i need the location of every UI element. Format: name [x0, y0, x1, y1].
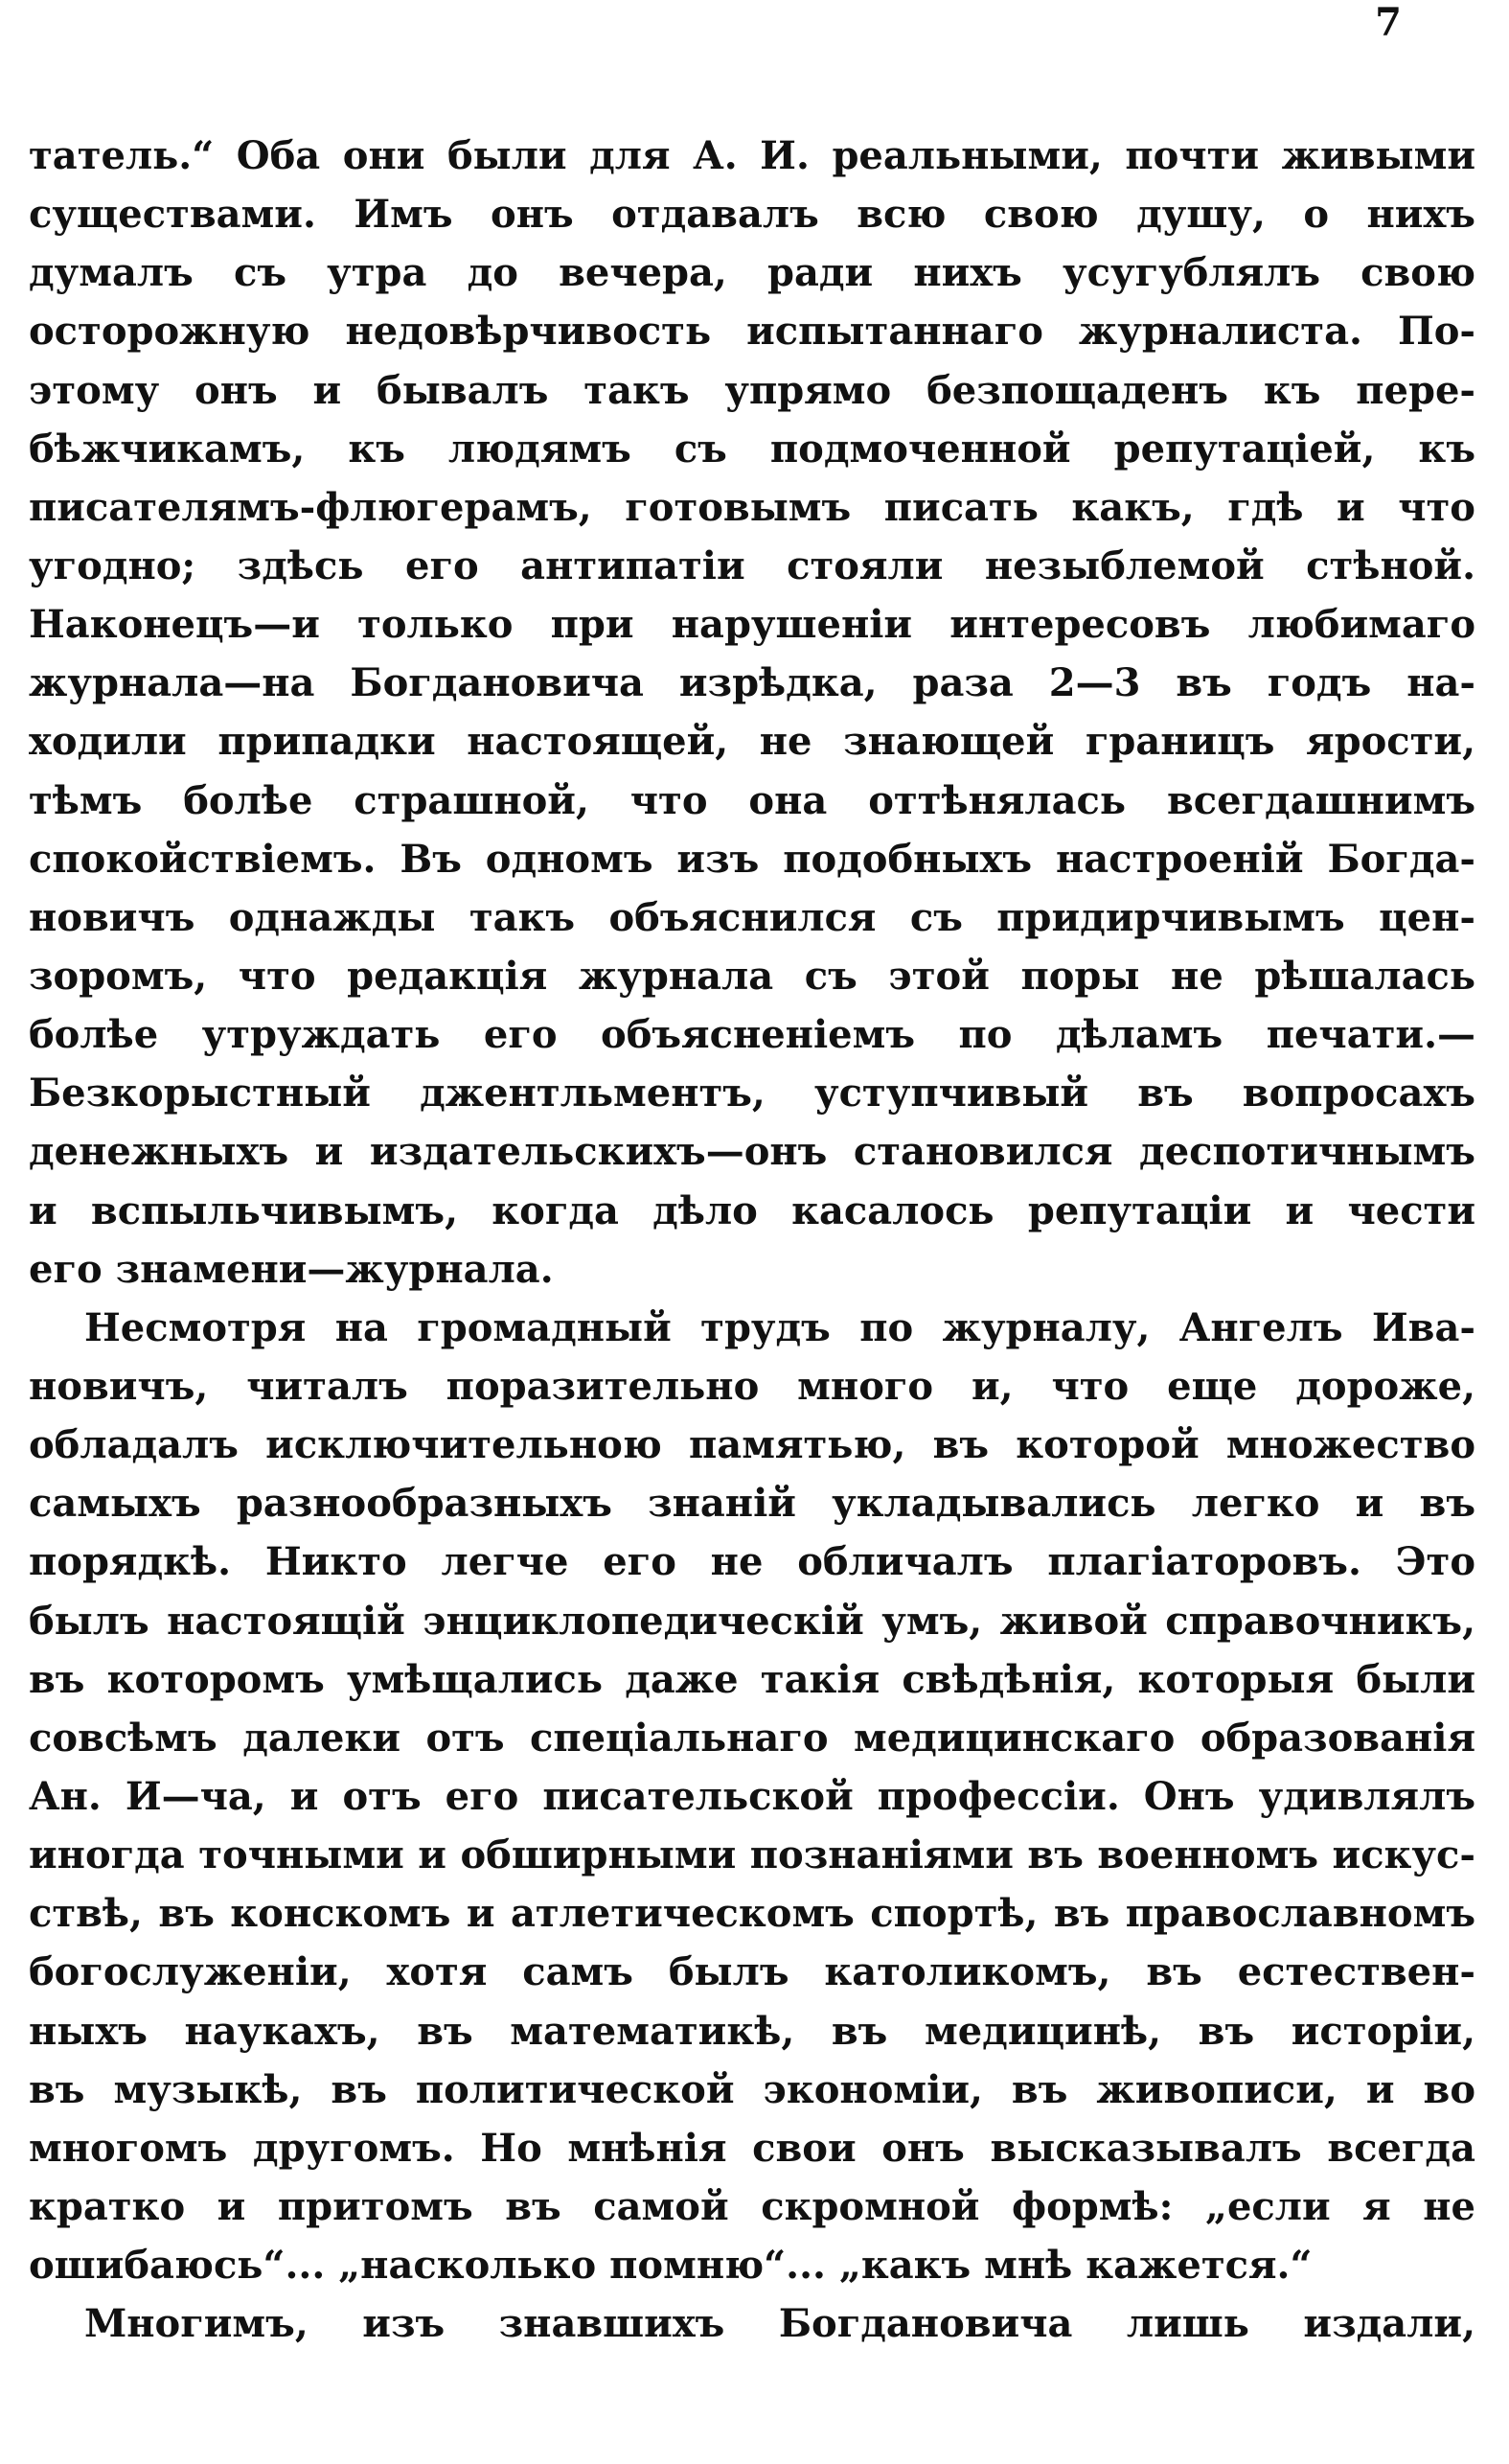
text-line: ныхъ наукахъ, въ математикѣ, въ медицинѣ, въ исторіи,	[29, 2008, 1475, 2054]
text-line: журнала—на Богдановича изрѣдка, раза 2—3 въ годъ на-	[29, 660, 1475, 706]
text-line: Ан. И—ча, и отъ его писательской профессіи. Онъ удивлялъ	[29, 1773, 1475, 1819]
text-line: кратко и притомъ въ самой скромной формѣ: „если я не	[29, 2183, 1475, 2229]
body-text	[29, 127, 1475, 2353]
text-line: иногда точными и обширными познаніями въ военномъ искус-	[29, 1832, 1475, 1878]
text-line: тѣмъ болѣе страшной, что она оттѣнялась всегдашнимъ	[29, 777, 1475, 823]
text-line: бѣжчикамъ, къ людямъ съ подмоченной репутаціей, къ	[29, 426, 1475, 472]
text-line: въ которомъ умѣщались даже такія свѣдѣнія, которыя были	[29, 1656, 1475, 1702]
text-line: и вспыльчивымъ, когда дѣло касалось репутаціи и чести	[29, 1187, 1475, 1233]
text-line: богослуженіи, хотя самъ былъ католикомъ, въ естествен-	[29, 1949, 1475, 1995]
text-line: самыхъ разнообразныхъ знаній укладывались легко и въ	[29, 1481, 1475, 1527]
text-line: ошибаюсь“... „насколько помню“... „какъ мнѣ кажется.“	[29, 2243, 1313, 2289]
text-line: Наконецъ—и только при нарушеніи интересовъ любимаго	[29, 602, 1475, 648]
text-line: ходили припадки настоящей, не знающей границъ ярости,	[29, 719, 1475, 765]
text-line: его знамени—журнала.	[29, 1246, 554, 1292]
text-line: новичъ, читалъ поразительно много и, что еще дороже,	[29, 1363, 1475, 1409]
text-line: новичъ однажды такъ объяснился съ придирчивымъ цен-	[29, 894, 1475, 940]
text-line: спокойствіемъ. Въ одномъ изъ подобныхъ настроеній Богда-	[29, 836, 1475, 882]
text-line: былъ настоящій энциклопедическій умъ, живой справочникъ,	[29, 1598, 1475, 1644]
text-line: этому онъ и бывалъ такъ упрямо безпощаденъ къ пере-	[29, 367, 1475, 413]
text-line: существами. Имъ онъ отдавалъ всю свою душу, о нихъ	[29, 192, 1475, 238]
text-line: порядкѣ. Никто легче его не обличалъ плагіаторовъ. Это	[29, 1539, 1475, 1585]
text-line: думалъ съ утра до вечера, ради нихъ усугублялъ свою	[29, 250, 1475, 296]
text-line: многомъ другомъ. Но мнѣнія свои онъ высказывалъ всегда	[29, 2125, 1475, 2171]
text-line: въ музыкѣ, въ политической экономіи, въ живописи, и во	[29, 2066, 1475, 2112]
text-line: денежныхъ и издательскихъ—онъ становился деспотичнымъ	[29, 1129, 1475, 1175]
text-line: обладалъ исключительною памятью, въ которой множество	[29, 1422, 1475, 1468]
text-line: татель.“ Оба они были для А. И. реальными, почти живыми	[29, 133, 1475, 178]
text-line: писателямъ-флюгерамъ, готовымъ писать какъ, гдѣ и что	[29, 484, 1475, 530]
text-line: осторожную недовѣрчивость испытаннаго журналиста. По-	[29, 309, 1475, 355]
text-line: болѣе утруждать его объясненіемъ по дѣламъ печати.—	[29, 1012, 1475, 1058]
text-line: совсѣмъ далеки отъ спеціальнаго медицинскаго образованія	[29, 1715, 1475, 1761]
text-line: Безкорыстный джентльментъ, уступчивый въ вопросахъ	[29, 1071, 1475, 1117]
text-line: Несмотря на громадный трудъ по журналу, Ангелъ Ива-	[84, 1304, 1475, 1350]
text-line: ствѣ, въ конскомъ и атлетическомъ спортѣ, въ православномъ	[29, 1891, 1475, 1937]
text-line: зоромъ, что редакція журнала съ этой поры не рѣшалась	[29, 953, 1475, 999]
page-number: 7	[1375, 0, 1402, 45]
text-line: Многимъ, изъ знавшихъ Богдановича лишь издали,	[84, 2301, 1475, 2347]
text-line: угодно; здѣсь его антипатіи стояли незыблемой стѣной.	[29, 542, 1475, 588]
